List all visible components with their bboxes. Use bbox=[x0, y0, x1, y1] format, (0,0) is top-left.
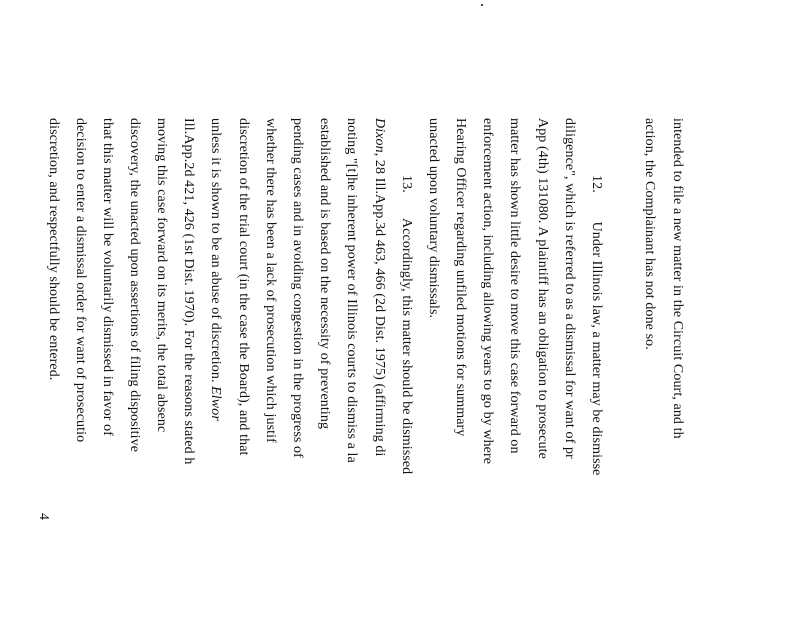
text-line-1: intended to file a new matter in the Circuit Court, and th bbox=[670, 118, 685, 439]
page-number: 4 bbox=[36, 513, 51, 520]
text-line-15: whether there has been a lack of prosecution which justif bbox=[263, 118, 278, 443]
text-line-19: moving this case forward on its merits, the total absenc bbox=[154, 118, 169, 433]
text-line-13: established and is based on the necessity of preventing bbox=[317, 118, 332, 430]
text-line-14: pending cases and in avoiding congestion in the progress of bbox=[290, 118, 305, 458]
text-line-6: matter has shown little desire to move this case forward on bbox=[507, 118, 522, 454]
scan-speck bbox=[481, 4, 483, 6]
text-line-12: noting "[t]he inherent power of Illinois courts to dismiss a la bbox=[344, 118, 359, 463]
text-line-2: action, the Complainant has not done so. bbox=[642, 118, 657, 350]
text-line-9: unacted upon voluntary dismissals. bbox=[426, 118, 441, 319]
text-line-7: enforcement action, including allowing years to go by where bbox=[480, 118, 495, 465]
text-line-22: decision to enter a dismissal order for want of prosecutio bbox=[73, 118, 88, 443]
text-line-11: Dixon, 28 Ill.App.3d 463, 466 (2d Dist. 1975) (affirming di bbox=[372, 118, 387, 457]
text-line-8: Hearing Officer regarding unfiled motions for summary bbox=[453, 118, 468, 437]
text-line-10: 13. Accordingly, this matter should be dismissed bbox=[399, 175, 414, 475]
text-line-17: unless it is shown to be an abuse of discretion. Elwor bbox=[208, 118, 223, 421]
text-line-16: discretion of the trial court (in the case the Board), and that bbox=[236, 118, 251, 456]
text-line-5: App (4th) 131080. A plaintiff has an obligation to prosecute bbox=[535, 118, 550, 459]
text-line-4: diligence", which is referred to as a dismissal for want of pr bbox=[562, 118, 577, 459]
text-line-23: discretion, and respectfully should be entered. bbox=[46, 118, 61, 381]
text-line-20: discovery, the unacted upon assertions of filing dispositive bbox=[127, 118, 142, 453]
text-line-3: 12. Under Illinois law, a matter may be dismisse bbox=[589, 175, 604, 476]
text-line-21: that this matter will be voluntarily dismissed in favor of bbox=[100, 118, 115, 437]
text-line-18: Ill.App.2d 421, 426 (1st Dist. 1970). For the reasons stated h bbox=[181, 118, 196, 465]
